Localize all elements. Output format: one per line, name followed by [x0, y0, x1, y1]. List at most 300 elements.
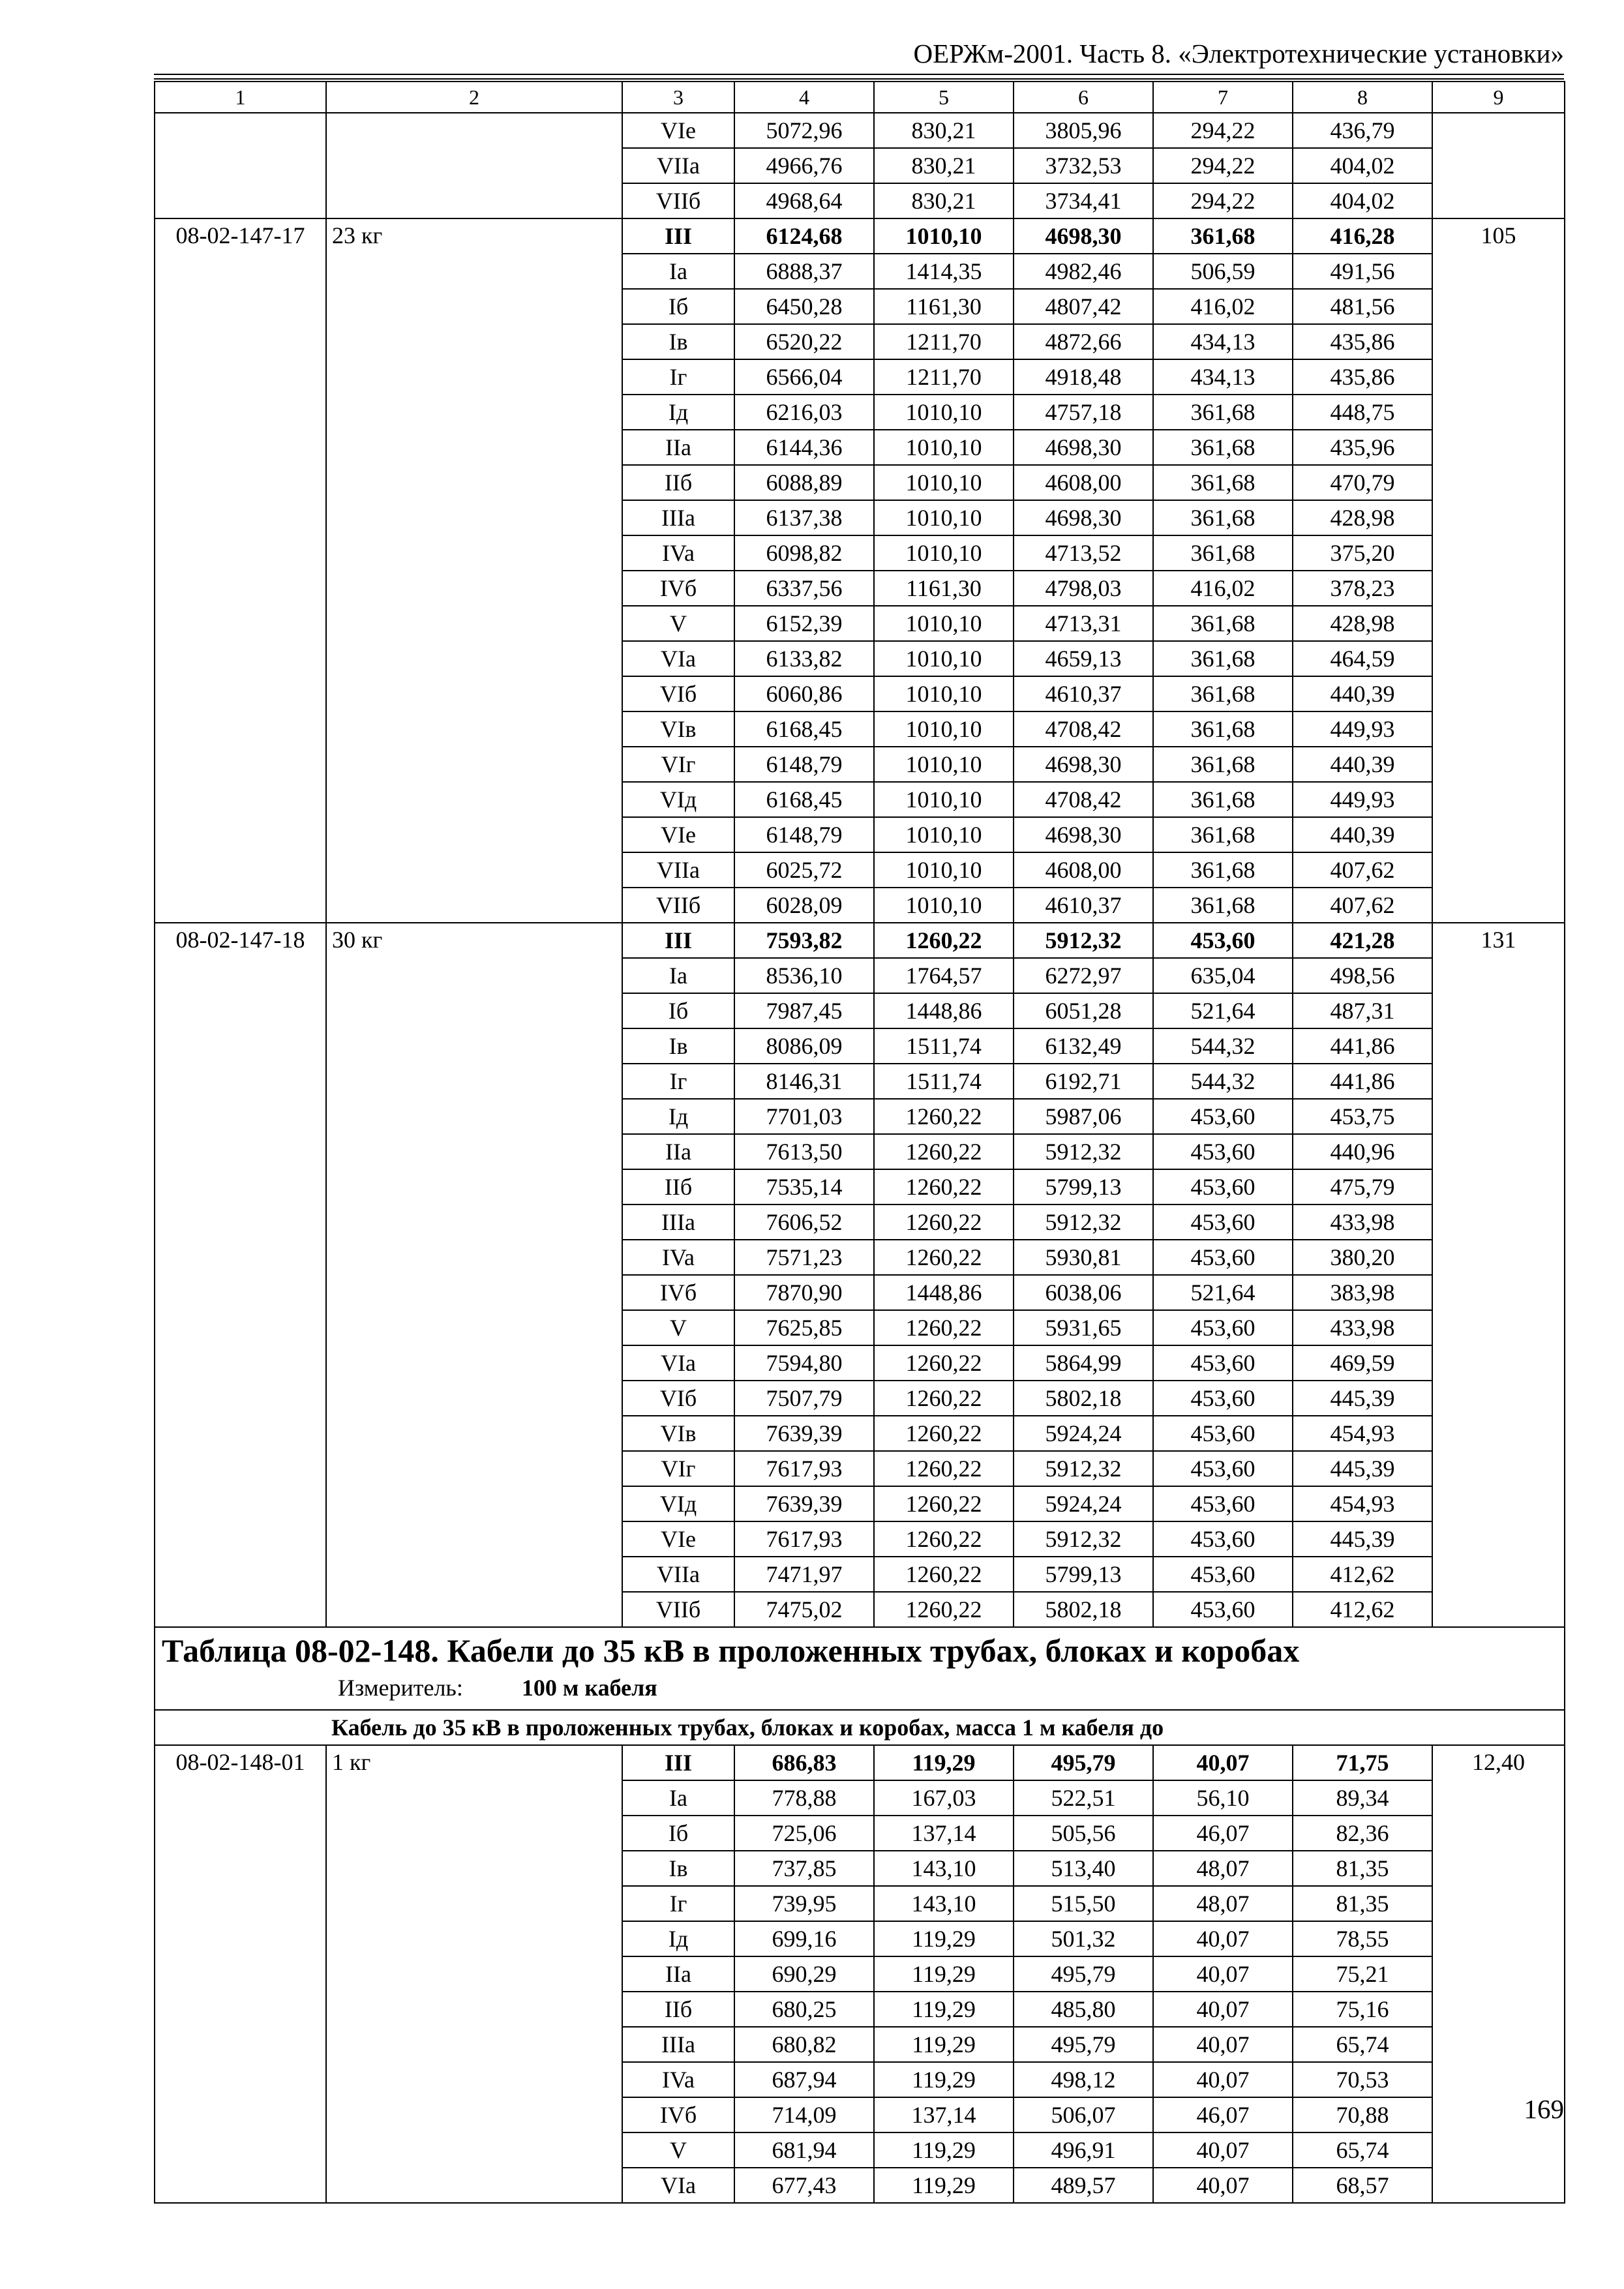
- value-cell: 435,86: [1293, 359, 1432, 395]
- value-cell: 6137,38: [734, 500, 874, 535]
- value-cell: 48,07: [1153, 1851, 1293, 1886]
- table-body-148: [155, 1745, 1565, 2203]
- page-header: ОЕРЖм-2001. Часть 8. «Электротехнические установки»: [913, 38, 1564, 68]
- value-cell: 5912,32: [1014, 1521, 1153, 1557]
- value-cell: 361,68: [1153, 218, 1293, 254]
- value-cell: 1161,30: [874, 289, 1014, 324]
- value-cell: 361,68: [1153, 711, 1293, 747]
- value-cell: 119,29: [874, 1956, 1014, 1992]
- value-cell: 40,07: [1153, 1921, 1293, 1956]
- value-cell: 6144,36: [734, 430, 874, 465]
- value-cell: 515,50: [1014, 1886, 1153, 1921]
- zone-cell: IIa: [622, 1134, 734, 1169]
- value-cell: 7613,50: [734, 1134, 874, 1169]
- zone-cell: VIa: [622, 1345, 734, 1381]
- value-cell: 1260,22: [874, 1557, 1014, 1592]
- value-cell: 7701,03: [734, 1099, 874, 1134]
- value-cell: 407,62: [1293, 852, 1432, 888]
- value-cell: 375,20: [1293, 535, 1432, 571]
- value-cell: 686,83: [734, 1745, 874, 1780]
- value-cell: 119,29: [874, 1745, 1014, 1780]
- value-cell: 1260,22: [874, 1310, 1014, 1345]
- value-cell: 407,62: [1293, 888, 1432, 923]
- value-cell: 544,32: [1153, 1064, 1293, 1099]
- value-cell: 40,07: [1153, 2168, 1293, 2203]
- value-cell: 496,91: [1014, 2132, 1153, 2168]
- table-row: [155, 1745, 1565, 1780]
- value-cell: 454,93: [1293, 1486, 1432, 1521]
- value-cell: 6025,72: [734, 852, 874, 888]
- value-cell: 1211,70: [874, 324, 1014, 359]
- value-cell: 40,07: [1153, 2062, 1293, 2097]
- value-cell: 3732,53: [1014, 148, 1153, 183]
- zone-cell: IVa: [622, 1240, 734, 1275]
- value-cell: 40,07: [1153, 1956, 1293, 1992]
- value-cell: 1010,10: [874, 535, 1014, 571]
- value-cell: 495,79: [1014, 2027, 1153, 2062]
- value-cell: 383,98: [1293, 1275, 1432, 1310]
- value-cell: 435,86: [1293, 324, 1432, 359]
- zone-cell: IVa: [622, 2062, 734, 2097]
- value-cell: 1161,30: [874, 571, 1014, 606]
- value-cell: 469,59: [1293, 1345, 1432, 1381]
- zone-cell: VIIб: [622, 183, 734, 218]
- value-cell: 75,21: [1293, 1956, 1432, 1992]
- value-cell: 6132,49: [1014, 1028, 1153, 1064]
- zone-cell: Iд: [622, 1921, 734, 1956]
- value-cell: 4982,46: [1014, 254, 1153, 289]
- value-cell: 1010,10: [874, 500, 1014, 535]
- value-cell: 6098,82: [734, 535, 874, 571]
- zone-cell: VIд: [622, 782, 734, 817]
- value-cell: 6152,39: [734, 606, 874, 641]
- value-cell: 1010,10: [874, 711, 1014, 747]
- value-cell: 4713,52: [1014, 535, 1153, 571]
- value-cell: 7617,93: [734, 1521, 874, 1557]
- value-cell: 4610,37: [1014, 888, 1153, 923]
- value-cell: 378,23: [1293, 571, 1432, 606]
- value-cell: 739,95: [734, 1886, 874, 1921]
- column-number: 4: [734, 82, 874, 113]
- value-cell: 544,32: [1153, 1028, 1293, 1064]
- value-cell: 435,96: [1293, 430, 1432, 465]
- value-cell: 361,68: [1153, 606, 1293, 641]
- value-cell: 778,88: [734, 1780, 874, 1816]
- value-cell: 5802,18: [1014, 1592, 1153, 1627]
- column-number: 2: [326, 82, 622, 113]
- zone-cell: VIб: [622, 1381, 734, 1416]
- zone-cell: V: [622, 1310, 734, 1345]
- value-cell: 453,60: [1153, 1240, 1293, 1275]
- value-cell: 440,39: [1293, 817, 1432, 852]
- value-cell: 687,94: [734, 2062, 874, 2097]
- value-cell: 68,57: [1293, 2168, 1432, 2203]
- zone-cell: IIIa: [622, 1204, 734, 1240]
- value-cell: 6450,28: [734, 289, 874, 324]
- value-cell: 361,68: [1153, 782, 1293, 817]
- value-cell: 1260,22: [874, 1134, 1014, 1169]
- value-cell: 433,98: [1293, 1310, 1432, 1345]
- value-cell: 681,94: [734, 2132, 874, 2168]
- value-cell: 404,02: [1293, 148, 1432, 183]
- value-cell: 361,68: [1153, 465, 1293, 500]
- column-number: 9: [1432, 82, 1565, 113]
- value-cell: 119,29: [874, 2132, 1014, 2168]
- meter-line: [162, 1671, 1564, 1705]
- table-148-heading: [155, 1627, 1565, 1745]
- value-cell: 412,62: [1293, 1557, 1432, 1592]
- value-cell: 1511,74: [874, 1064, 1014, 1099]
- value-cell: 495,79: [1014, 1956, 1153, 1992]
- zone-cell: Iг: [622, 1064, 734, 1099]
- value-cell: 5799,13: [1014, 1169, 1153, 1204]
- value-cell: 453,60: [1153, 1486, 1293, 1521]
- value-cell: 1010,10: [874, 747, 1014, 782]
- rate-code: 08-02-147-17: [155, 218, 326, 923]
- value-cell: 440,96: [1293, 1134, 1432, 1169]
- value-cell: 1260,22: [874, 1451, 1014, 1486]
- value-cell: 40,07: [1153, 2027, 1293, 2062]
- value-cell: 4659,13: [1014, 641, 1153, 676]
- table-row: [155, 113, 1565, 148]
- value-cell: 436,79: [1293, 113, 1432, 148]
- value-cell: 6051,28: [1014, 993, 1153, 1028]
- value-cell: 1010,10: [874, 465, 1014, 500]
- zone-cell: VIг: [622, 1451, 734, 1486]
- zone-cell: IVб: [622, 1275, 734, 1310]
- value-cell: 1260,22: [874, 1416, 1014, 1451]
- column-number: 6: [1014, 82, 1153, 113]
- value-cell: 6520,22: [734, 324, 874, 359]
- value-cell: 416,28: [1293, 218, 1432, 254]
- value-cell: 4708,42: [1014, 782, 1153, 817]
- value-cell: 521,64: [1153, 993, 1293, 1028]
- value-cell: 40,07: [1153, 2132, 1293, 2168]
- value-cell: 501,32: [1014, 1921, 1153, 1956]
- value-cell: 380,20: [1293, 1240, 1432, 1275]
- table-body-147: [155, 82, 1565, 1627]
- value-cell: 6148,79: [734, 747, 874, 782]
- value-cell: 714,09: [734, 2097, 874, 2132]
- value-cell: 441,86: [1293, 1064, 1432, 1099]
- value-cell: 1010,10: [874, 606, 1014, 641]
- value-cell: 725,06: [734, 1816, 874, 1851]
- value-cell: 3805,96: [1014, 113, 1153, 148]
- table-title-cell: [155, 1627, 1565, 1710]
- value-cell: 1010,10: [874, 782, 1014, 817]
- value-cell: 1260,22: [874, 923, 1014, 958]
- value-cell: 3734,41: [1014, 183, 1153, 218]
- value-cell: 522,51: [1014, 1780, 1153, 1816]
- value-cell: 440,39: [1293, 747, 1432, 782]
- header-rule: [154, 74, 1564, 75]
- column-number: 5: [874, 82, 1014, 113]
- value-cell: 5930,81: [1014, 1240, 1153, 1275]
- value-cell: 7617,93: [734, 1451, 874, 1486]
- value-cell: 8536,10: [734, 958, 874, 993]
- rate-code: 08-02-147-18: [155, 923, 326, 1627]
- zone-cell: VIв: [622, 711, 734, 747]
- column-number: 8: [1293, 82, 1432, 113]
- value-cell: 445,39: [1293, 1451, 1432, 1486]
- value-cell: 491,56: [1293, 254, 1432, 289]
- zone-cell: Iб: [622, 1816, 734, 1851]
- zone-cell: IIб: [622, 1169, 734, 1204]
- value-cell: 521,64: [1153, 1275, 1293, 1310]
- zone-cell: V: [622, 606, 734, 641]
- value-cell: 434,13: [1153, 359, 1293, 395]
- value-cell: 416,02: [1153, 289, 1293, 324]
- zone-cell: III: [622, 218, 734, 254]
- value-cell: 677,43: [734, 2168, 874, 2203]
- value-cell: 453,60: [1153, 1521, 1293, 1557]
- extra-value: 131: [1432, 923, 1565, 1627]
- zone-cell: VIe: [622, 113, 734, 148]
- value-cell: 65,74: [1293, 2027, 1432, 2062]
- value-cell: 5987,06: [1014, 1099, 1153, 1134]
- value-cell: 6088,89: [734, 465, 874, 500]
- value-cell: 449,93: [1293, 782, 1432, 817]
- group-heading: Кабель до 35 кВ в проложенных трубах, блоках и коробах, масса 1 м кабеля до: [155, 1710, 1565, 1745]
- table-row: [155, 923, 1565, 958]
- value-cell: 433,98: [1293, 1204, 1432, 1240]
- zone-cell: VIe: [622, 1521, 734, 1557]
- value-cell: 6888,37: [734, 254, 874, 289]
- value-cell: 454,93: [1293, 1416, 1432, 1451]
- value-cell: 78,55: [1293, 1921, 1432, 1956]
- value-cell: 412,62: [1293, 1592, 1432, 1627]
- zone-cell: IIб: [622, 465, 734, 500]
- zone-cell: Iд: [622, 1099, 734, 1134]
- value-cell: 40,07: [1153, 1992, 1293, 2027]
- value-cell: 361,68: [1153, 641, 1293, 676]
- value-cell: 1260,22: [874, 1486, 1014, 1521]
- zone-cell: IVa: [622, 535, 734, 571]
- value-cell: 361,68: [1153, 395, 1293, 430]
- value-cell: 453,60: [1153, 1381, 1293, 1416]
- value-cell: 1010,10: [874, 395, 1014, 430]
- value-cell: 71,75: [1293, 1745, 1432, 1780]
- zone-cell: VIIб: [622, 1592, 734, 1627]
- column-number: 1: [155, 82, 326, 113]
- value-cell: 48,07: [1153, 1886, 1293, 1921]
- value-cell: 7870,90: [734, 1275, 874, 1310]
- value-cell: 294,22: [1153, 183, 1293, 218]
- value-cell: 81,35: [1293, 1851, 1432, 1886]
- zone-cell: IIIa: [622, 500, 734, 535]
- value-cell: 5931,65: [1014, 1310, 1153, 1345]
- value-cell: 1260,22: [874, 1204, 1014, 1240]
- value-cell: 485,80: [1014, 1992, 1153, 2027]
- value-cell: 361,68: [1153, 676, 1293, 711]
- value-cell: 6168,45: [734, 711, 874, 747]
- page-number: 169: [1524, 2094, 1564, 2124]
- value-cell: 167,03: [874, 1780, 1014, 1816]
- value-cell: 434,13: [1153, 324, 1293, 359]
- rates-table: [154, 81, 1565, 2204]
- value-cell: 6148,79: [734, 817, 874, 852]
- rate-name: 1 кг: [326, 1745, 622, 2203]
- value-cell: 440,39: [1293, 676, 1432, 711]
- value-cell: 81,35: [1293, 1886, 1432, 1921]
- zone-cell: Iв: [622, 1851, 734, 1886]
- zone-cell: Iг: [622, 1886, 734, 1921]
- value-cell: 690,29: [734, 1956, 874, 1992]
- zone-cell: VIe: [622, 817, 734, 852]
- value-cell: 5072,96: [734, 113, 874, 148]
- value-cell: 6337,56: [734, 571, 874, 606]
- value-cell: 1260,22: [874, 1592, 1014, 1627]
- value-cell: 4698,30: [1014, 747, 1153, 782]
- value-cell: 7606,52: [734, 1204, 874, 1240]
- value-cell: 5912,32: [1014, 1134, 1153, 1169]
- value-cell: 7475,02: [734, 1592, 874, 1627]
- value-cell: 506,07: [1014, 2097, 1153, 2132]
- value-cell: 5924,24: [1014, 1486, 1153, 1521]
- value-cell: 4698,30: [1014, 430, 1153, 465]
- rate-code: [155, 113, 326, 218]
- value-cell: 449,93: [1293, 711, 1432, 747]
- value-cell: 1414,35: [874, 254, 1014, 289]
- value-cell: 4966,76: [734, 148, 874, 183]
- zone-cell: VIa: [622, 641, 734, 676]
- rate-name: 23 кг: [326, 218, 622, 923]
- value-cell: 361,68: [1153, 852, 1293, 888]
- zone-cell: Ia: [622, 1780, 734, 1816]
- value-cell: 453,60: [1153, 1204, 1293, 1240]
- value-cell: 1511,74: [874, 1028, 1014, 1064]
- value-cell: 5912,32: [1014, 1451, 1153, 1486]
- zone-cell: IIIa: [622, 2027, 734, 2062]
- value-cell: 1010,10: [874, 852, 1014, 888]
- zone-cell: Iг: [622, 359, 734, 395]
- value-cell: 7594,80: [734, 1345, 874, 1381]
- value-cell: 489,57: [1014, 2168, 1153, 2203]
- value-cell: 1010,10: [874, 676, 1014, 711]
- value-cell: 7471,97: [734, 1557, 874, 1592]
- value-cell: 119,29: [874, 2027, 1014, 2062]
- value-cell: 453,60: [1153, 923, 1293, 958]
- value-cell: 453,60: [1153, 1557, 1293, 1592]
- value-cell: 56,10: [1153, 1780, 1293, 1816]
- value-cell: 464,59: [1293, 641, 1432, 676]
- value-cell: 1260,22: [874, 1099, 1014, 1134]
- value-cell: 40,07: [1153, 1745, 1293, 1780]
- value-cell: 119,29: [874, 1992, 1014, 2027]
- value-cell: 498,56: [1293, 958, 1432, 993]
- value-cell: 4968,64: [734, 183, 874, 218]
- value-cell: 4918,48: [1014, 359, 1153, 395]
- value-cell: 453,60: [1153, 1451, 1293, 1486]
- value-cell: 498,12: [1014, 2062, 1153, 2097]
- value-cell: 294,22: [1153, 148, 1293, 183]
- value-cell: 453,75: [1293, 1099, 1432, 1134]
- value-cell: 361,68: [1153, 535, 1293, 571]
- value-cell: 1448,86: [874, 993, 1014, 1028]
- zone-cell: VIIa: [622, 1557, 734, 1592]
- value-cell: 4708,42: [1014, 711, 1153, 747]
- zone-cell: VIIa: [622, 148, 734, 183]
- value-cell: 5912,32: [1014, 1204, 1153, 1240]
- value-cell: 680,25: [734, 1992, 874, 2027]
- value-cell: 1764,57: [874, 958, 1014, 993]
- zone-cell: Ia: [622, 958, 734, 993]
- extra-value: 105: [1432, 218, 1565, 923]
- value-cell: 5802,18: [1014, 1381, 1153, 1416]
- extra-value: [1432, 113, 1565, 218]
- value-cell: 513,40: [1014, 1851, 1153, 1886]
- value-cell: 5924,24: [1014, 1416, 1153, 1451]
- value-cell: 453,60: [1153, 1169, 1293, 1204]
- value-cell: 4698,30: [1014, 817, 1153, 852]
- value-cell: 445,39: [1293, 1521, 1432, 1557]
- zone-cell: IVб: [622, 2097, 734, 2132]
- value-cell: 4610,37: [1014, 676, 1153, 711]
- value-cell: 1260,22: [874, 1381, 1014, 1416]
- value-cell: 495,79: [1014, 1745, 1153, 1780]
- value-cell: 6272,97: [1014, 958, 1153, 993]
- value-cell: 635,04: [1153, 958, 1293, 993]
- value-cell: 421,28: [1293, 923, 1432, 958]
- value-cell: 4698,30: [1014, 500, 1153, 535]
- value-cell: 6124,68: [734, 218, 874, 254]
- value-cell: 428,98: [1293, 500, 1432, 535]
- value-cell: 137,14: [874, 1816, 1014, 1851]
- value-cell: 1211,70: [874, 359, 1014, 395]
- value-cell: 294,22: [1153, 113, 1293, 148]
- rate-name: 30 кг: [326, 923, 622, 1627]
- zone-cell: Iб: [622, 289, 734, 324]
- value-cell: 1448,86: [874, 1275, 1014, 1310]
- value-cell: 7535,14: [734, 1169, 874, 1204]
- value-cell: 8146,31: [734, 1064, 874, 1099]
- value-cell: 7639,39: [734, 1416, 874, 1451]
- value-cell: 75,16: [1293, 1992, 1432, 2027]
- value-cell: 4608,00: [1014, 465, 1153, 500]
- zone-cell: VIд: [622, 1486, 734, 1521]
- zone-cell: III: [622, 923, 734, 958]
- value-cell: 7571,23: [734, 1240, 874, 1275]
- value-cell: 89,34: [1293, 1780, 1432, 1816]
- value-cell: 1260,22: [874, 1240, 1014, 1275]
- zone-cell: V: [622, 2132, 734, 2168]
- value-cell: 46,07: [1153, 2097, 1293, 2132]
- value-cell: 7507,79: [734, 1381, 874, 1416]
- value-cell: 506,59: [1153, 254, 1293, 289]
- value-cell: 4798,03: [1014, 571, 1153, 606]
- value-cell: 119,29: [874, 2062, 1014, 2097]
- value-cell: 4757,18: [1014, 395, 1153, 430]
- value-cell: 830,21: [874, 148, 1014, 183]
- value-cell: 6038,06: [1014, 1275, 1153, 1310]
- value-cell: 4608,00: [1014, 852, 1153, 888]
- value-cell: 5864,99: [1014, 1345, 1153, 1381]
- zone-cell: IIa: [622, 1956, 734, 1992]
- value-cell: 4698,30: [1014, 218, 1153, 254]
- meter-label: Измеритель:: [338, 1675, 463, 1701]
- value-cell: 6133,82: [734, 641, 874, 676]
- value-cell: 4872,66: [1014, 324, 1153, 359]
- value-cell: 143,10: [874, 1851, 1014, 1886]
- value-cell: 361,68: [1153, 747, 1293, 782]
- value-cell: 7987,45: [734, 993, 874, 1028]
- zone-cell: VIв: [622, 1416, 734, 1451]
- zone-cell: VIa: [622, 2168, 734, 2203]
- value-cell: 119,29: [874, 1921, 1014, 1956]
- value-cell: 8086,09: [734, 1028, 874, 1064]
- value-cell: 416,02: [1153, 571, 1293, 606]
- extra-value: 12,40: [1432, 1745, 1565, 2203]
